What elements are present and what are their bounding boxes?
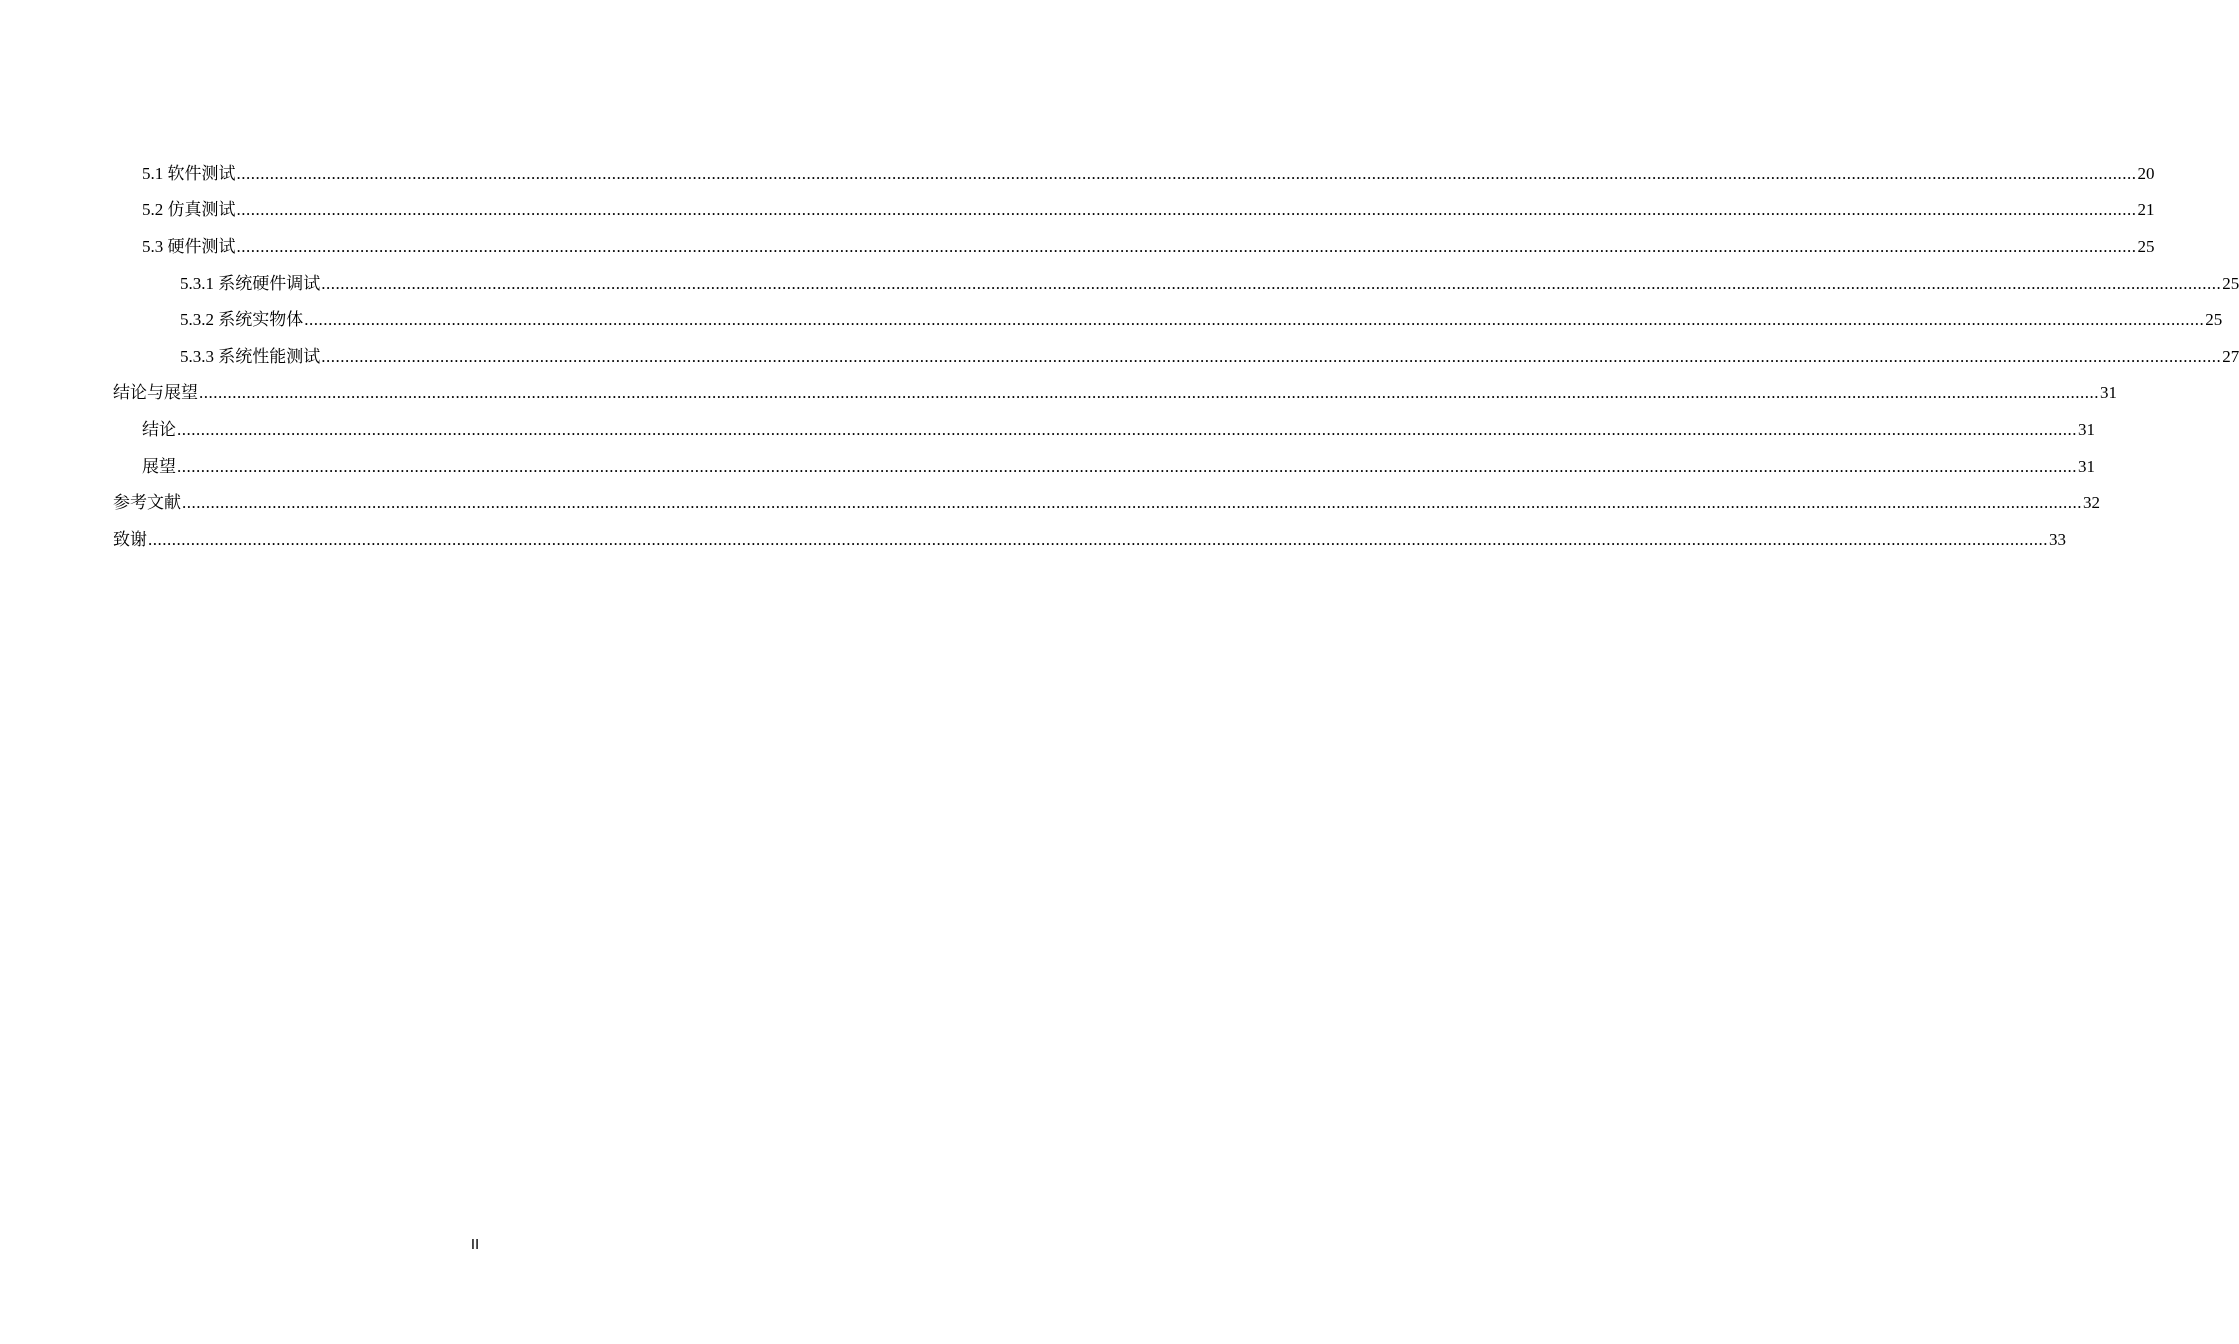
- toc-entry-outlook[interactable]: [0, 448, 2095, 485]
- toc-entry-title: 结论与展望: [113, 383, 198, 403]
- toc-entry-title: 5.2 仿真测试: [142, 200, 236, 220]
- toc-entry-page: 20: [2137, 163, 2155, 183]
- toc-entry-acknowledgements[interactable]: [0, 521, 2066, 558]
- toc-entry-page: 31: [2078, 456, 2095, 476]
- toc-entry-conclusion-outlook[interactable]: [0, 375, 2117, 412]
- toc-entry-page: 31: [2078, 419, 2095, 439]
- page-number: II: [470, 1236, 480, 1253]
- toc-entry-title: 展望: [142, 456, 176, 476]
- toc-entry-5-2[interactable]: [0, 192, 2155, 229]
- toc-entry-page: 25: [2205, 310, 2223, 330]
- toc-entry-page: 33: [2049, 529, 2066, 549]
- toc-dot-leader: ................................................................................................................................................................................................................................................................................................................................................................................................................: [177, 456, 2077, 476]
- toc-entry-5-3-2[interactable]: [0, 301, 2223, 338]
- toc-entry-references[interactable]: [0, 484, 2100, 521]
- toc-dot-leader: ................................................................................................................................................................................................................................................................................................................................................................................................................: [236, 163, 2137, 183]
- toc-entry-page: 32: [2083, 493, 2100, 513]
- toc-dot-leader: ................................................................................................................................................................................................................................................................................................................................................................................................................: [148, 529, 2048, 549]
- toc-entry-title: 5.3.1 系统硬件调试: [180, 273, 321, 293]
- toc-entry-5-1[interactable]: [0, 155, 2155, 192]
- table-of-contents: [0, 155, 2239, 558]
- toc-entry-5-3-1[interactable]: [0, 265, 2239, 302]
- toc-entry-title: 5.3 硬件测试: [142, 236, 236, 256]
- toc-entry-page: 25: [2222, 273, 2239, 293]
- toc-entry-5-3[interactable]: [0, 228, 2155, 265]
- toc-dot-leader: ................................................................................................................................................................................................................................................................................................................................................................................................................: [236, 236, 2137, 256]
- toc-entry-title: 5.3.2 系统实物体: [180, 310, 304, 330]
- toc-dot-leader: ................................................................................................................................................................................................................................................................................................................................................................................................................: [321, 273, 2222, 293]
- toc-dot-leader: ................................................................................................................................................................................................................................................................................................................................................................................................................: [304, 310, 2205, 330]
- toc-entry-title: 结论: [142, 419, 176, 439]
- toc-dot-leader: ................................................................................................................................................................................................................................................................................................................................................................................................................: [321, 346, 2222, 366]
- toc-entry-page: 31: [2100, 383, 2117, 403]
- toc-entry-page: 25: [2137, 236, 2155, 256]
- toc-entry-title: 5.3.3 系统性能测试: [180, 346, 321, 366]
- toc-dot-leader: ................................................................................................................................................................................................................................................................................................................................................................................................................: [199, 383, 2099, 403]
- toc-dot-leader: ................................................................................................................................................................................................................................................................................................................................................................................................................: [182, 493, 2082, 513]
- toc-entry-title: 5.1 软件测试: [142, 163, 236, 183]
- toc-entry-page: 27: [2222, 346, 2239, 366]
- toc-dot-leader: ................................................................................................................................................................................................................................................................................................................................................................................................................: [177, 419, 2077, 439]
- toc-entry-page: 21: [2137, 200, 2155, 220]
- toc-entry-5-3-3[interactable]: [0, 338, 2239, 375]
- toc-entry-conclusion[interactable]: [0, 411, 2095, 448]
- toc-entry-title: 参考文献: [113, 493, 181, 513]
- toc-dot-leader: ................................................................................................................................................................................................................................................................................................................................................................................................................: [236, 200, 2137, 220]
- toc-entry-title: 致谢: [113, 529, 147, 549]
